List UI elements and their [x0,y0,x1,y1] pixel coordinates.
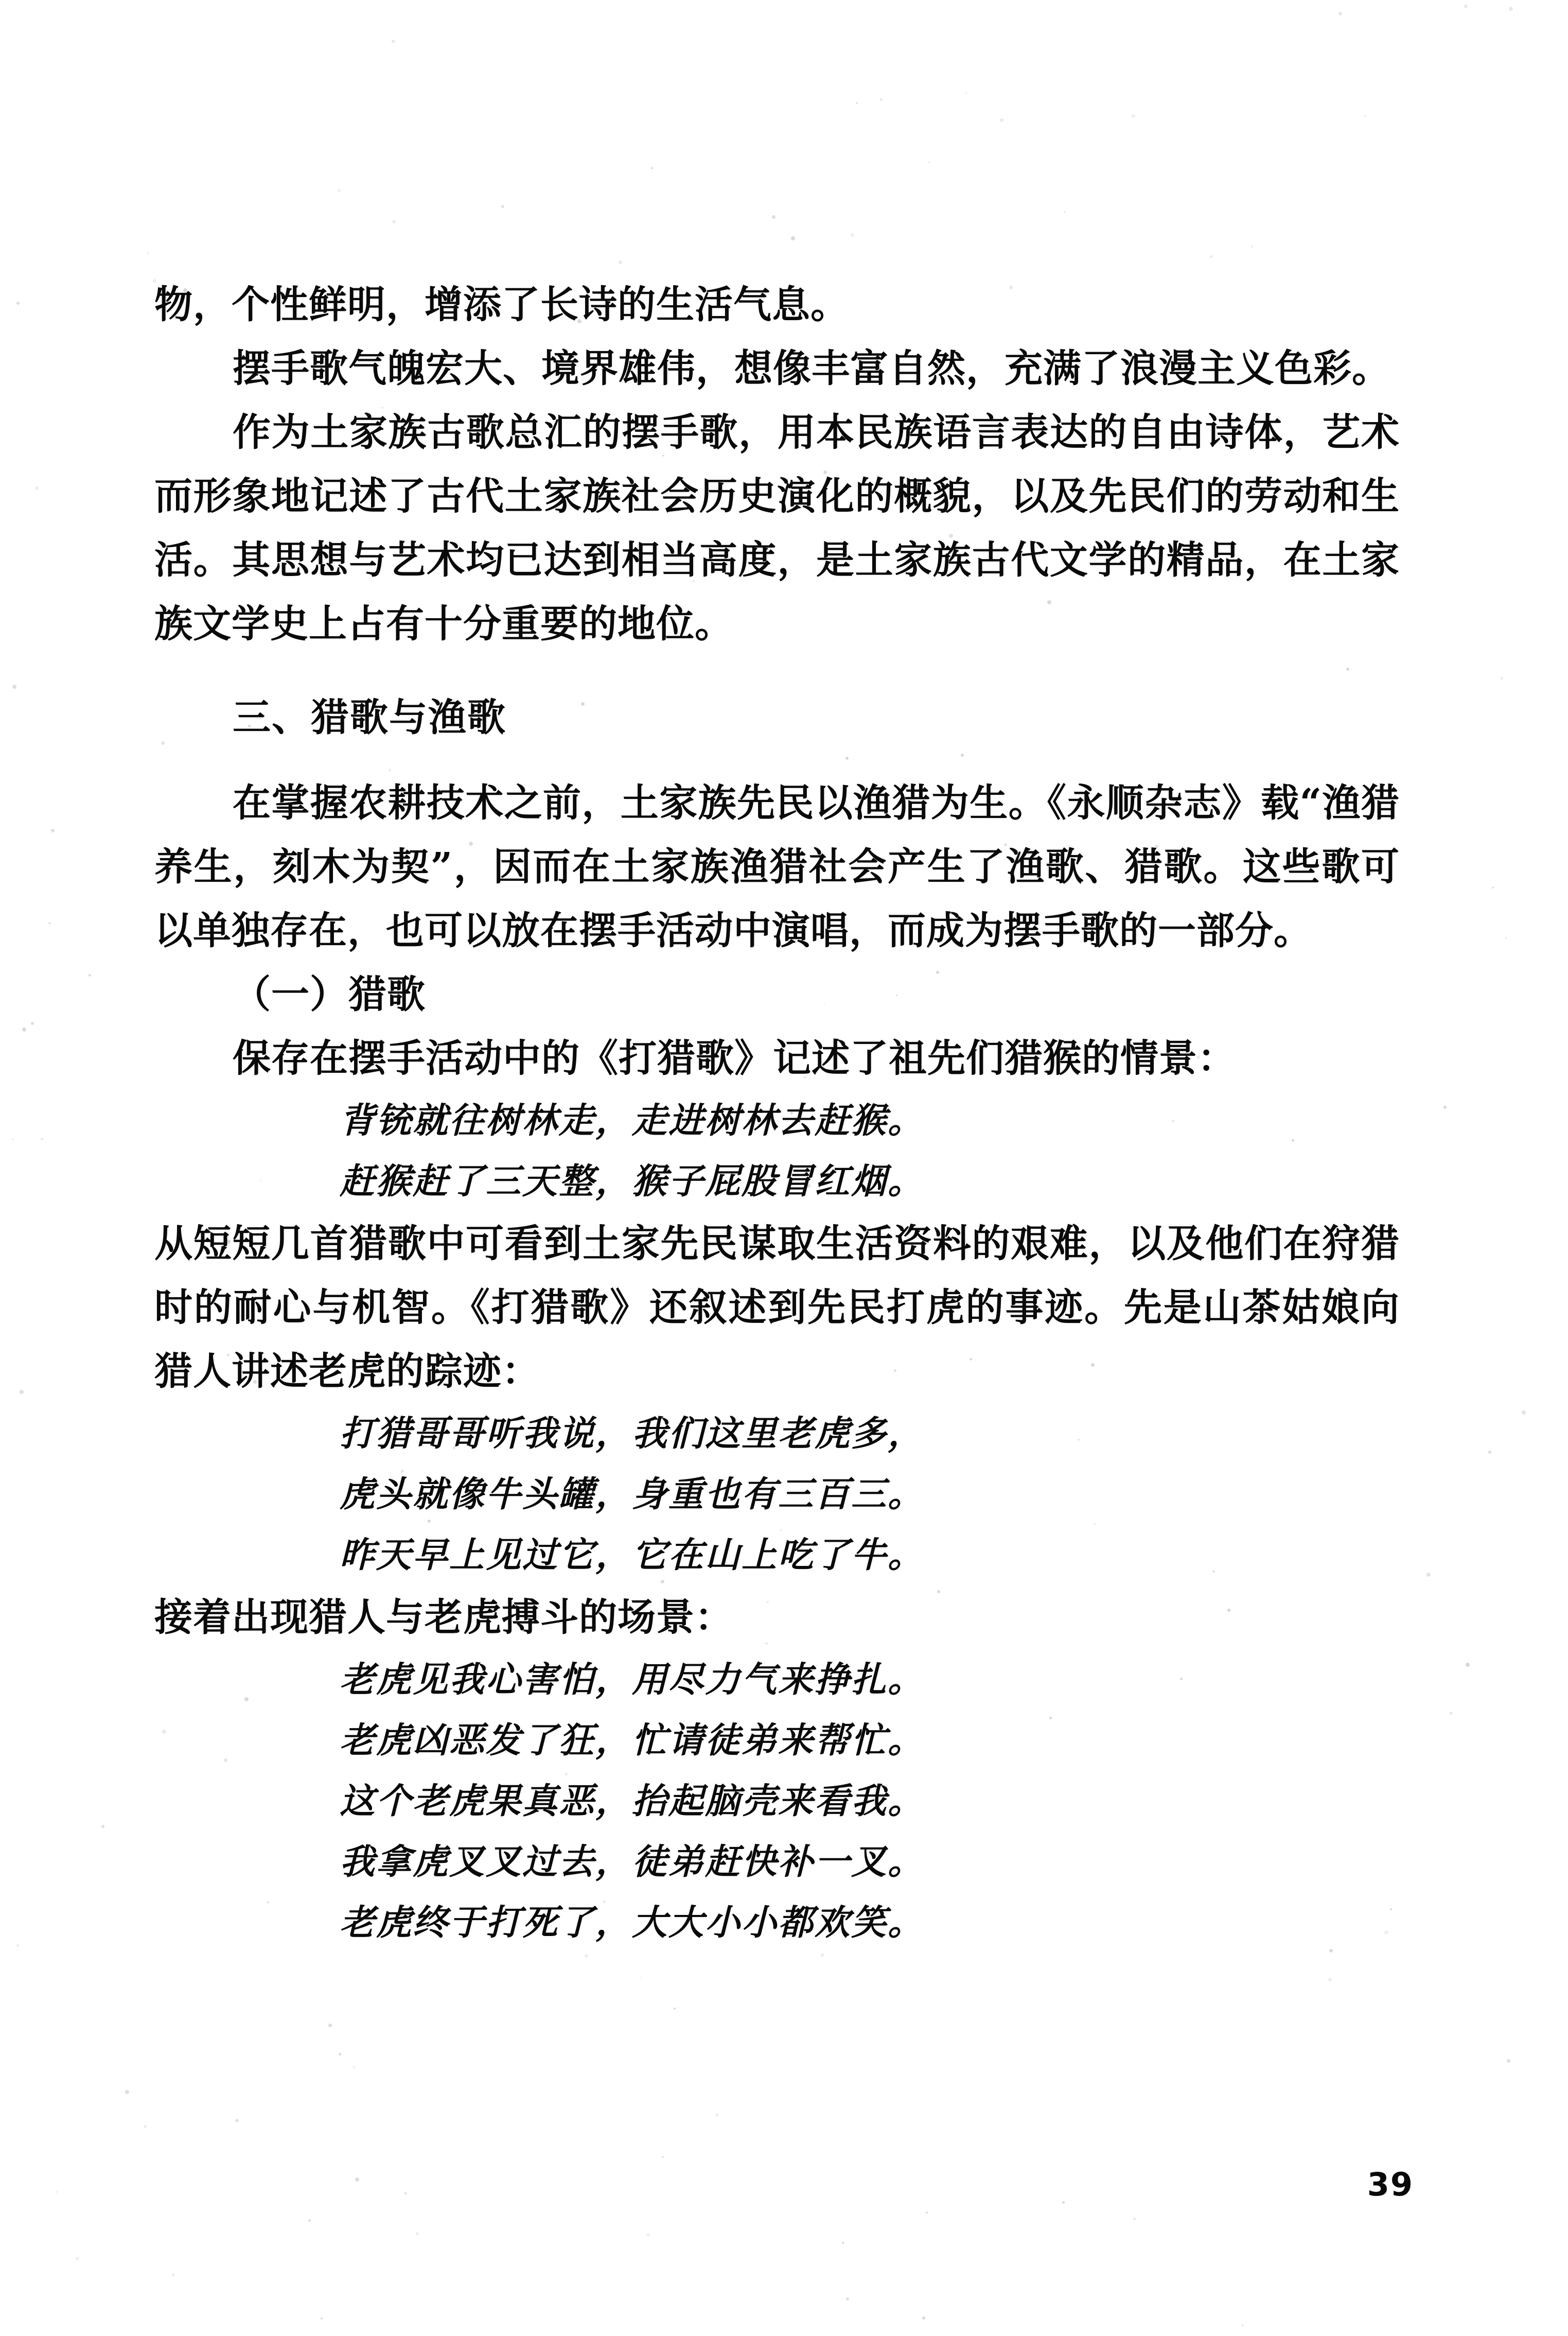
verse-line: 昨天早上见过它，它在山上吃了牛。 [340,1535,925,1576]
page-number: 39 [1367,2166,1414,2203]
body-paragraph: 作为土家族古歌总汇的摆手歌，用本民族语言表达的自由诗体，艺术而形象地记述了古代土家族社会历史演化的概貌，以及先民们的劳动和生活。其思想与艺术均已达到相当高度，是土家族古代文学的精品，在土家族文学史上占有十分重要的地位。 [154,410,1400,646]
section-heading: 三、猎歌与渔歌 [233,695,506,740]
body-paragraph: 摆手歌气魄宏大、境界雄伟，想像丰富自然，充满了浪漫主义色彩。 [233,346,1390,391]
verse-line: 虎头就像牛头罐，身重也有三百三。 [340,1474,925,1515]
verse-line: 老虎终于打死了，大大小小都欢笑。 [340,1902,925,1943]
body-paragraph: 保存在摆手活动中的《打猎歌》记述了祖先们猎猴的情景： [233,1036,1236,1080]
verse-line: 背铳就往树林走，走进树林去赶猴。 [340,1100,925,1141]
body-paragraph: 在掌握农耕技术之前，土家族先民以渔猎为生。《永顺杂志》载“渔猎养生，刻木为契”，因而在土家族渔猎社会产生了渔歌、猎歌。这些歌可以单独存在，也可以放在摆手活动中演唱，而成为摆手歌的一部分。 [154,781,1400,953]
verse-line: 这个老虎果真恶，抬起脑壳来看我。 [340,1781,925,1822]
page-content [154,273,1400,1953]
body-paragraph: 接着出现猎人与老虎搏斗的场景： [154,1595,733,1640]
body-paragraph: 物，个性鲜明，增添了长诗的生活气息。 [154,283,849,327]
body-paragraph: 从短短几首猎歌中可看到土家先民谋取生活资料的艰难，以及他们在狩猎时的耐心与机智。《打猎歌》还叙述到先民打虎的事迹。先是山茶姑娘向猎人讲述老虎的踪迹： [154,1222,1400,1393]
verse-line: 赶猴赶了三天整，猴子屁股冒红烟。 [340,1161,925,1202]
verse-line: 老虎见我心害怕，用尽力气来挣扎。 [340,1659,925,1700]
sub-heading: （一）猎歌 [233,972,426,1017]
verse-line: 老虎凶恶发了狂，忙请徒弟来帮忙。 [340,1720,925,1761]
verse-line: 打猎哥哥听我说，我们这里老虎多， [340,1413,925,1454]
verse-line: 我拿虎叉叉过去，徒弟赶快补一叉。 [340,1841,925,1882]
